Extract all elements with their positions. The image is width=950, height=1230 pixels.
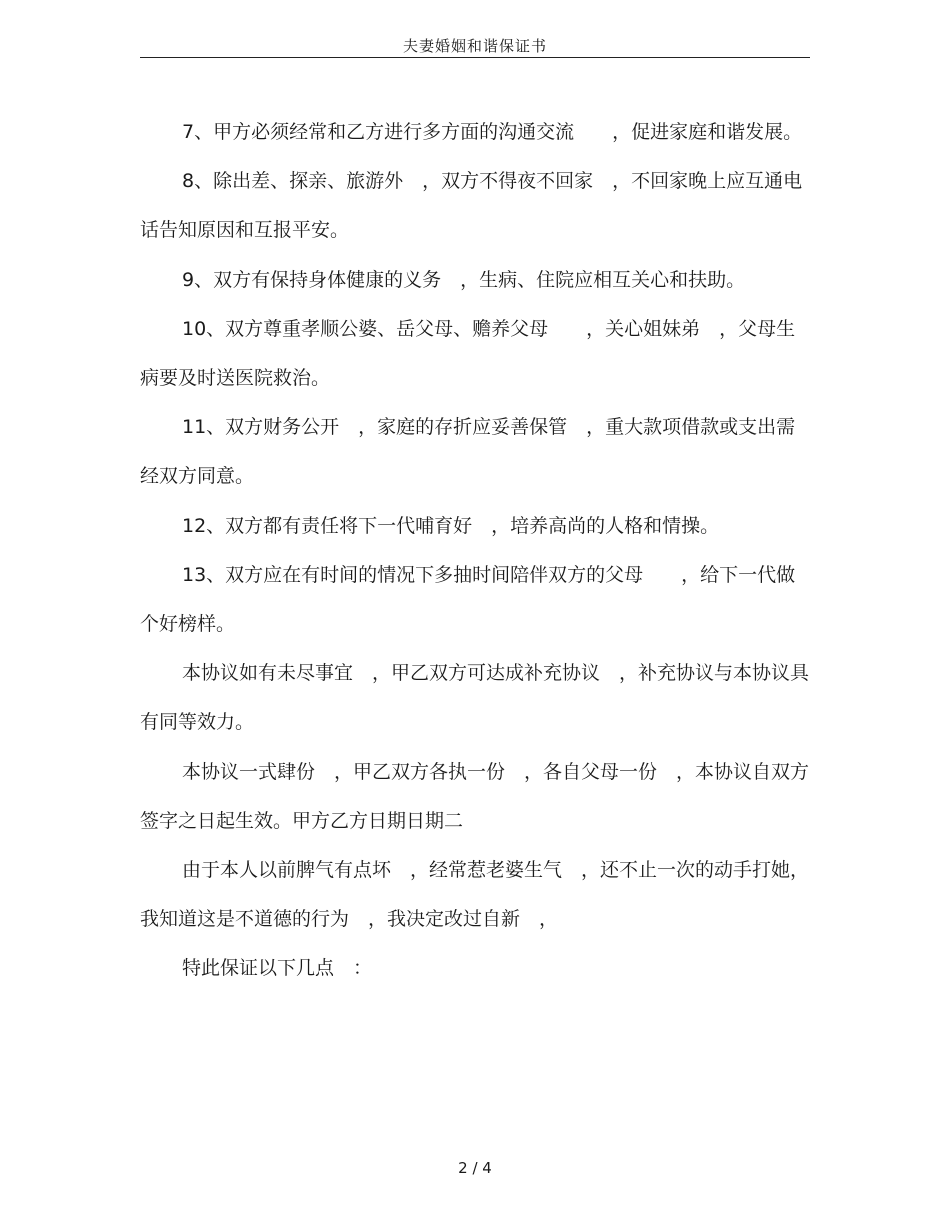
clause-12: 12、双方都有责任将下一代哺育好 ，培养高尚的人格和情操。 [182,514,720,537]
pledge-intro: 由于本人以前脾气有点坏 ，经常惹老婆生气 ，还不止一次的动手打她，我知道这是不道德的行为 ，我决定改过自新 ， [140,859,810,931]
supplementary-note: 本协议如有未尽事宜 ，甲乙双方可达成补充协议 ，补充协议与本协议具有同等效力。 [140,662,810,734]
clause-7: 7、甲方必须经常和乙方进行多方面的沟通交流 ，促进家庭和谐发展。 [182,121,803,143]
page-header-title: 夫妻婚姻和谐保证书 [402,37,547,55]
clause-8: 8、除出差、探亲、旅游外 ，双方不得夜不回家 ，不回家晚上应互通电话告知原因和互报平安。 [140,170,803,242]
document-body [140,108,810,994]
page-number: 2 / 4 [458,1159,492,1177]
clause-13: 13、双方应在有时间的情况下多抽时间陪伴双方的父母 ，给下一代做个好榜样。 [140,563,796,636]
clause-11: 11、双方财务公开 ，家庭的存折应妥善保管 ，重大款项借款或支出需经双方同意。 [140,416,796,488]
clause-9: 9、双方有保持身体健康的义务 ，生病、住院应相互关心和扶助。 [182,268,746,291]
copies-note: 本协议一式肆份 ，甲乙双方各执一份 ，各自父母一份 ，本协议自双方签字之日起生效。甲方乙方日期日期二 [140,760,810,832]
header-divider [140,57,810,58]
pledge-lead: 特此保证以下几点 ： [182,957,373,980]
clause-10: 10、双方尊重孝顺公婆、岳父母、赡养父母 ，关心姐妹弟 ，父母生病要及时送医院救治。 [140,317,796,390]
